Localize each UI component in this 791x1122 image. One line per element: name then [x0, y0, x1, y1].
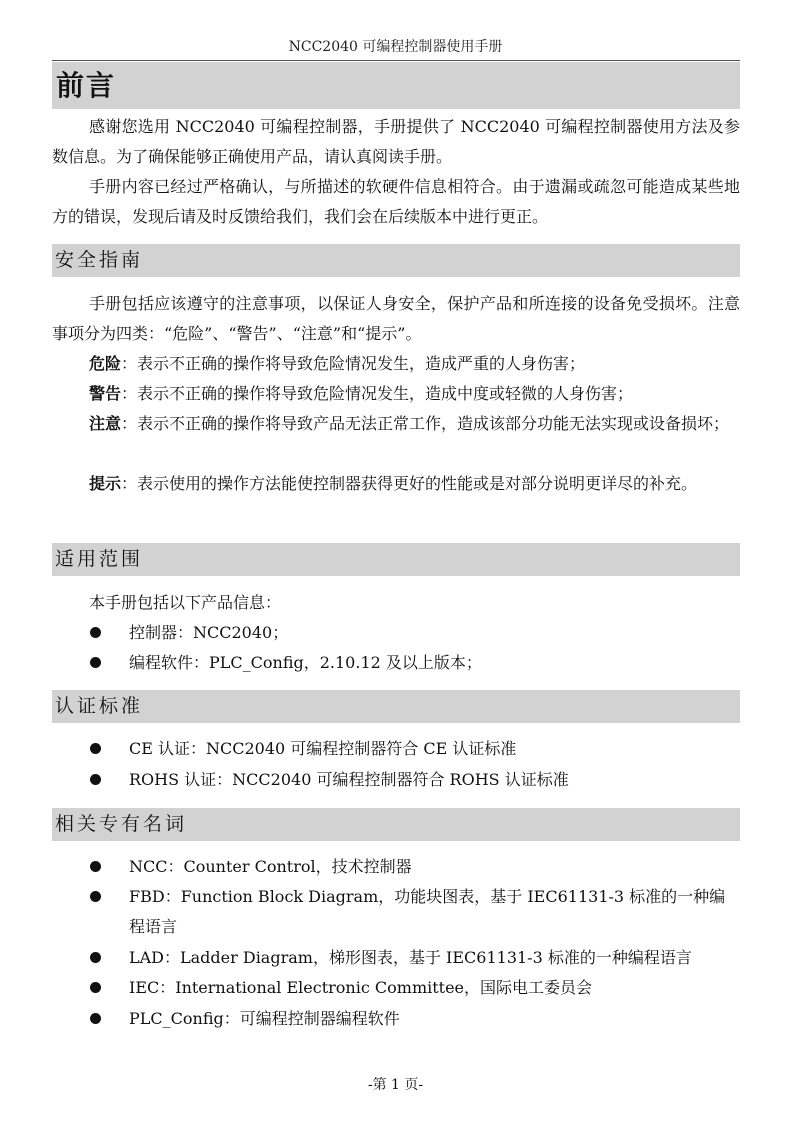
- page-number: -第 1 页-: [367, 1077, 424, 1093]
- safety-item-danger: [52, 349, 740, 379]
- bullet-icon: [90, 891, 101, 902]
- bullet-icon: [90, 1013, 101, 1024]
- safety-desc: ：表示不正确的操作将导致危险情况发生，造成中度或轻微的人身伤害；: [121, 384, 634, 403]
- list-item: ROHS 认证：NCC2040 可编程控制器符合 ROHS 认证标准: [52, 765, 740, 795]
- bullet-icon: [90, 982, 101, 993]
- bullet-icon: [90, 743, 101, 754]
- scope-title: 适用范围: [52, 543, 740, 576]
- certification-title: 认证标准: [52, 690, 740, 723]
- safety-term: 警告: [89, 384, 122, 403]
- safety-intro: 手册包括应该遵守的注意事项，以保证人身安全，保护产品和所连接的设备免受损坏。注意事项分为四类：“危险”、“警告”、“注意”和“提示”。: [52, 294, 740, 343]
- safety-desc: ：表示不正确的操作将导致危险情况发生，造成严重的人身伤害；: [121, 354, 586, 373]
- safety-term: 注意: [89, 414, 122, 433]
- bullet-icon: [90, 861, 101, 872]
- preface-title: 前言: [52, 62, 740, 109]
- glossary-title: 相关专有名词: [52, 808, 740, 841]
- bullet-icon: [90, 627, 101, 638]
- preface-paragraph-1: 感谢您选用 NCC2040 可编程控制器，手册提供了 NCC2040 可编程控制器使用方法及参数信息。为了确保能够正确使用产品，请认真阅读手册。: [52, 117, 740, 166]
- scope-intro: 本手册包括以下产品信息：: [89, 593, 282, 612]
- list-item: LAD：Ladder Diagram，梯形图表，基于 IEC61131-3 标准的一种编程语言: [52, 943, 740, 973]
- safety-desc: ：表示不正确的操作将导致产品无法正常工作，造成该部分功能无法实现或设备损坏；: [121, 414, 730, 433]
- list-item: NCC：Counter Control，技术控制器: [52, 852, 740, 882]
- list-item: CE 认证：NCC2040 可编程控制器符合 CE 认证标准: [52, 734, 740, 764]
- safety-title: 安全指南: [52, 244, 740, 277]
- list-item: IEC：International Electronic Committee，国际电工委员会: [52, 973, 740, 1003]
- header-rule: [52, 60, 740, 61]
- list-item: 编程软件：PLC_Config，2.10.12 及以上版本；: [52, 648, 740, 678]
- safety-term: 提示: [89, 474, 122, 493]
- running-header: NCC2040 可编程控制器使用手册: [288, 39, 503, 55]
- list-item: 控制器：NCC2040；: [52, 618, 740, 648]
- safety-item-warning: [52, 379, 740, 409]
- safety-desc: ：表示使用的操作方法能使控制器获得更好的性能或是对部分说明更详尽的补充。: [121, 474, 698, 493]
- bullet-icon: [90, 774, 101, 785]
- list-item: PLC_Config：可编程控制器编程软件: [52, 1004, 740, 1034]
- safety-item-tip: [52, 469, 740, 499]
- bullet-icon: [90, 657, 101, 668]
- safety-term: 危险: [89, 354, 122, 373]
- bullet-icon: [90, 952, 101, 963]
- list-item: FBD：Function Block Diagram，功能块图表，基于 IEC61131-3 标准的一种编程语言: [52, 882, 740, 942]
- safety-item-caution: [52, 409, 740, 439]
- preface-paragraph-2: 手册内容已经过严格确认，与所描述的软硬件信息相符合。由于遗漏或疏忽可能造成某些地方的错误，发现后请及时反馈给我们，我们会在后续版本中进行更正。: [52, 177, 740, 226]
